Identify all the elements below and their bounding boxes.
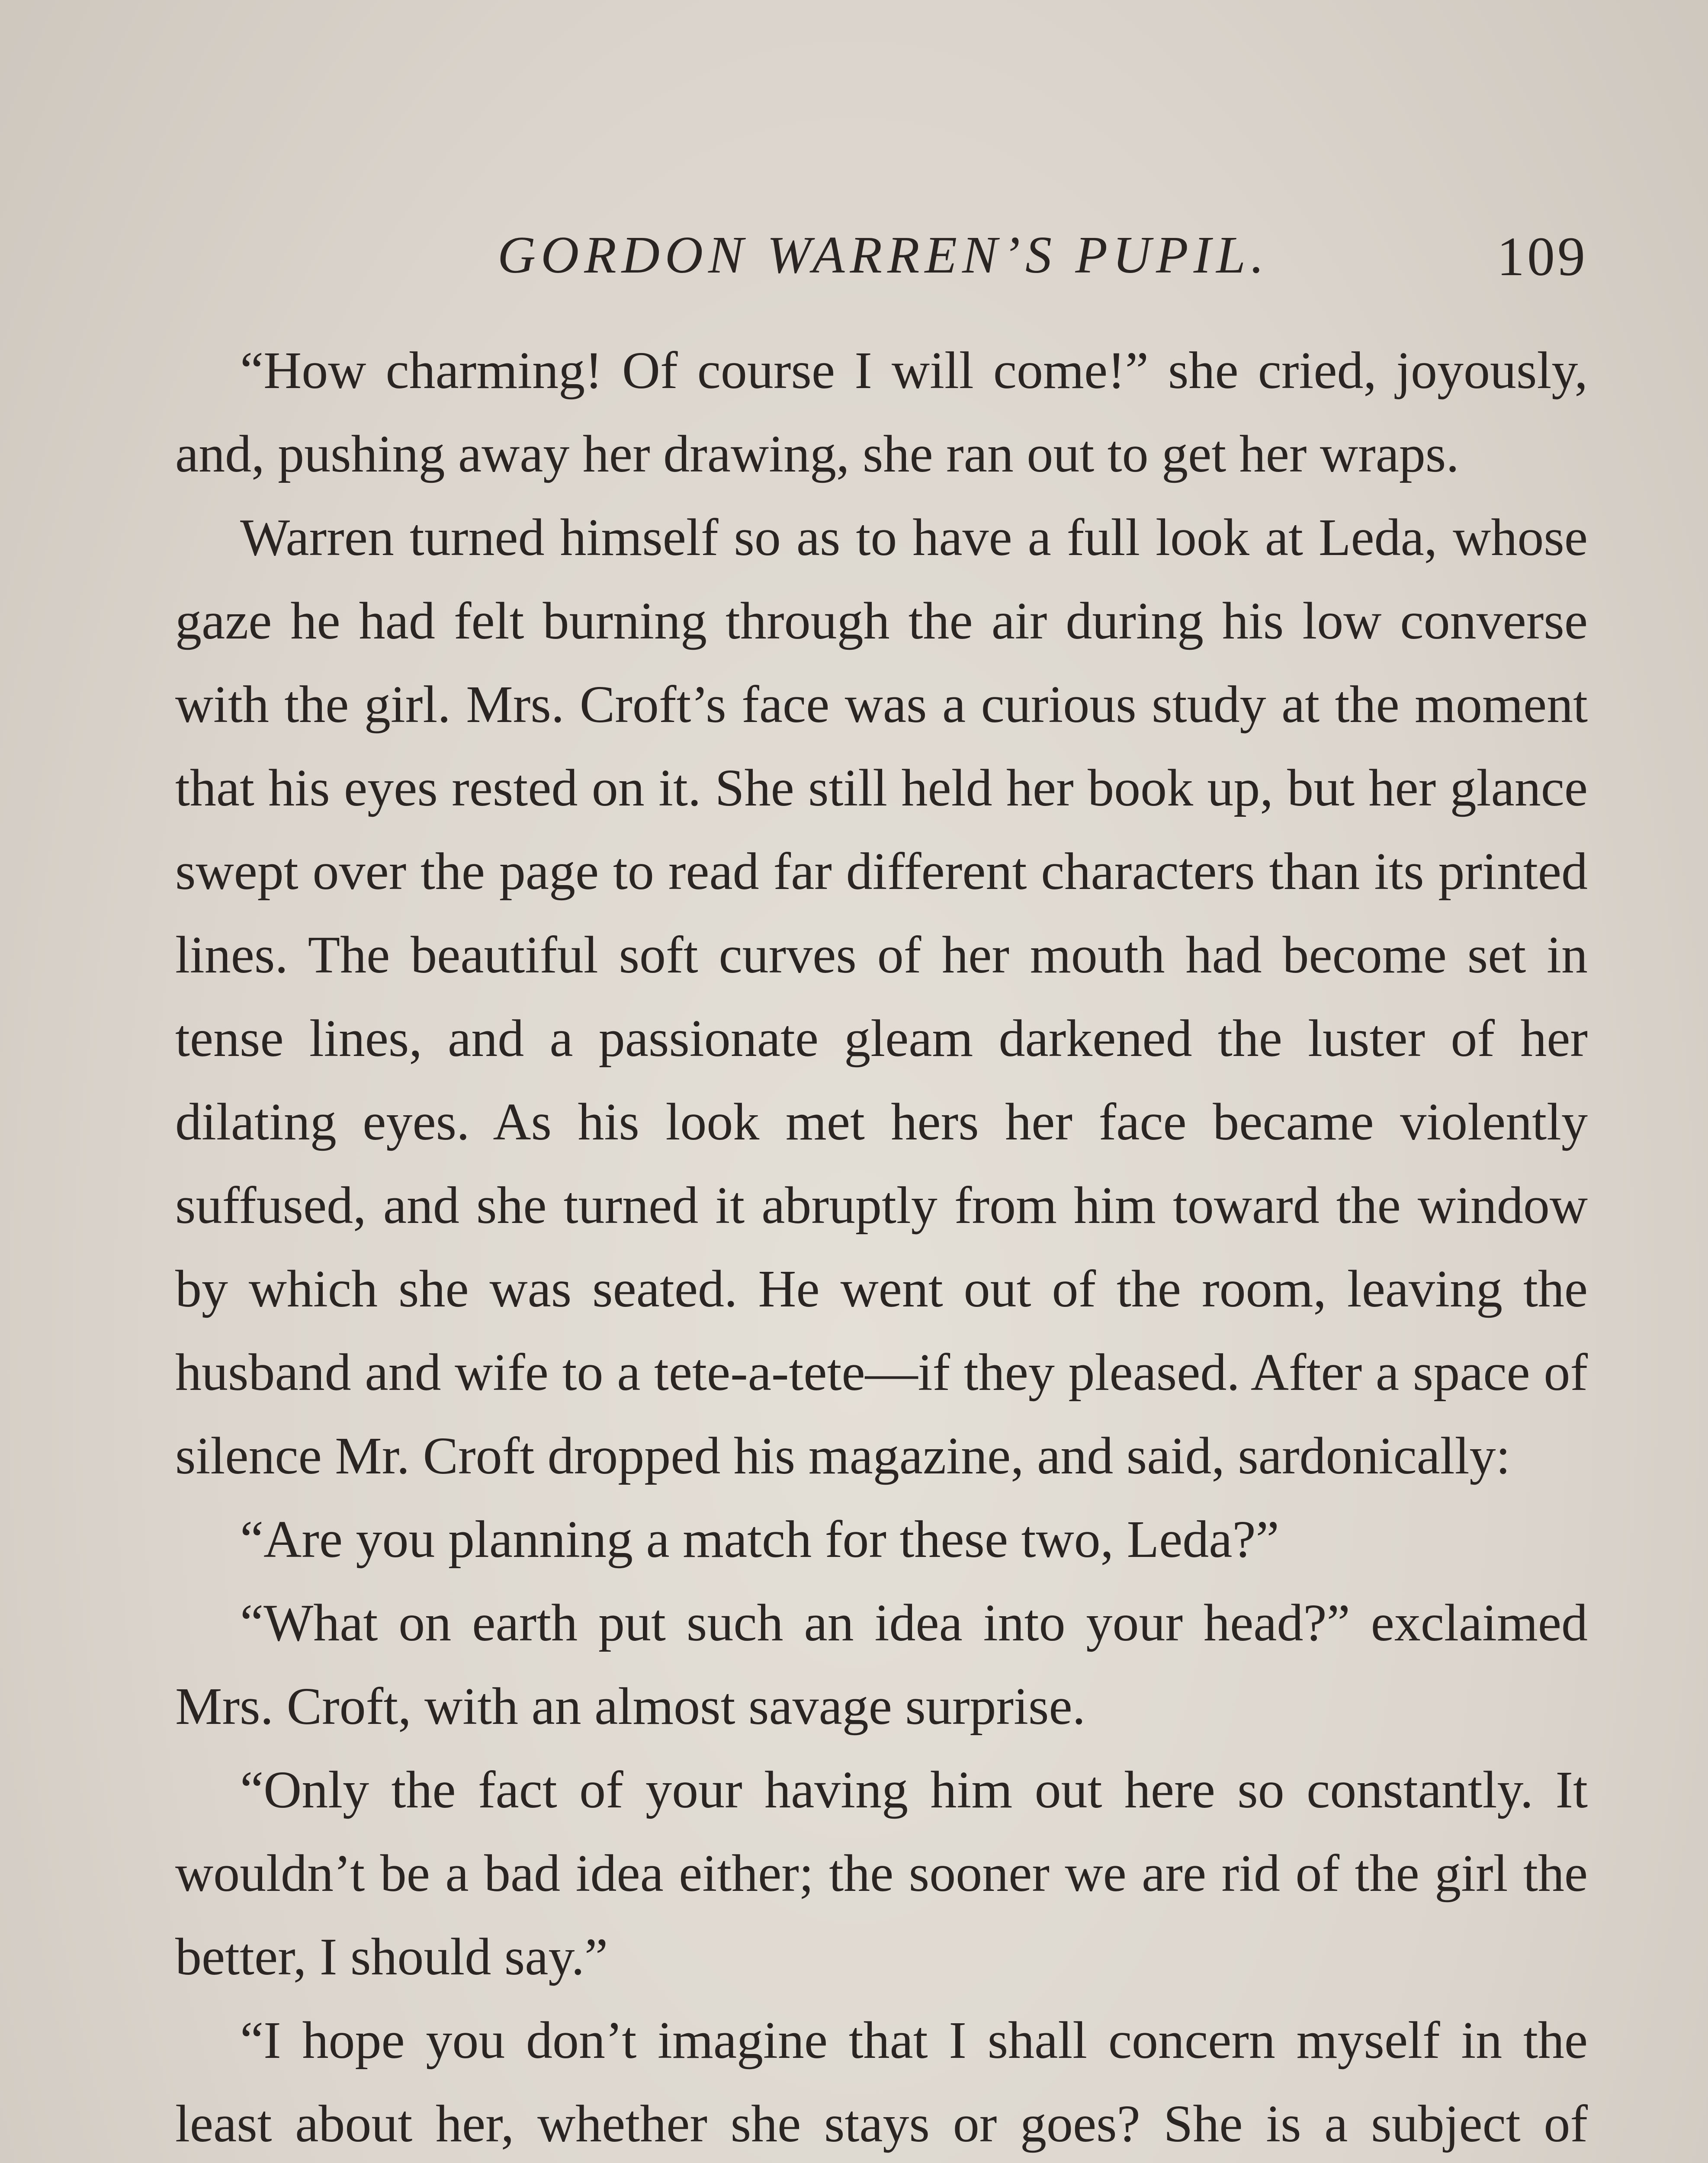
paragraph-1: “How charming! Of course I will come!” she cried, joyously, and, pushing away her drawing, she ran out to get her wraps. (175, 341, 1588, 483)
paragraph-4: “What on earth put such an idea into your head?” exclaimed Mrs. Croft, with an almost savage surprise. (175, 1594, 1588, 1736)
paragraph-3: “Are you planning a match for these two, Leda?” (240, 1510, 1279, 1569)
body-text (175, 329, 1588, 2163)
page-header (177, 216, 1588, 307)
running-head: GORDON WARREN’S PUPIL. (498, 226, 1269, 284)
paragraph-6: “I hope you don’t imagine that I shall concern myself in the least about her, whether she stays or goes? She is a subject of (175, 2011, 1588, 2153)
paragraph-2: Warren turned himself so as to have a full look at Leda, whose gaze he had felt burning through the air during his low converse with the girl. Mrs. Croft’s face was a curious study at the moment that his eyes rested on it. She still held her book up, but her glance swept over the page to read far different characters than its printed lines. The beautiful soft curves of her mouth had become set in tense lines, and a passionate gleam darkened the luster of her dilating eyes. As his look met hers her face became violently suffused, and she turned it abruptly from him toward the window by which she was seated. He went out of the room, leaving the husband and wife to a tete-a-tete—if they pleased. After a space of silence Mr. Croft dropped his magazine, and said, sardonically: (175, 508, 1588, 1485)
page-number: 109 (1497, 226, 1588, 287)
paragraph-5: “Only the fact of your having him out here so constantly. It wouldn’t be a bad idea either; the sooner we are rid of the girl the better, I should say.” (175, 1761, 1588, 1986)
